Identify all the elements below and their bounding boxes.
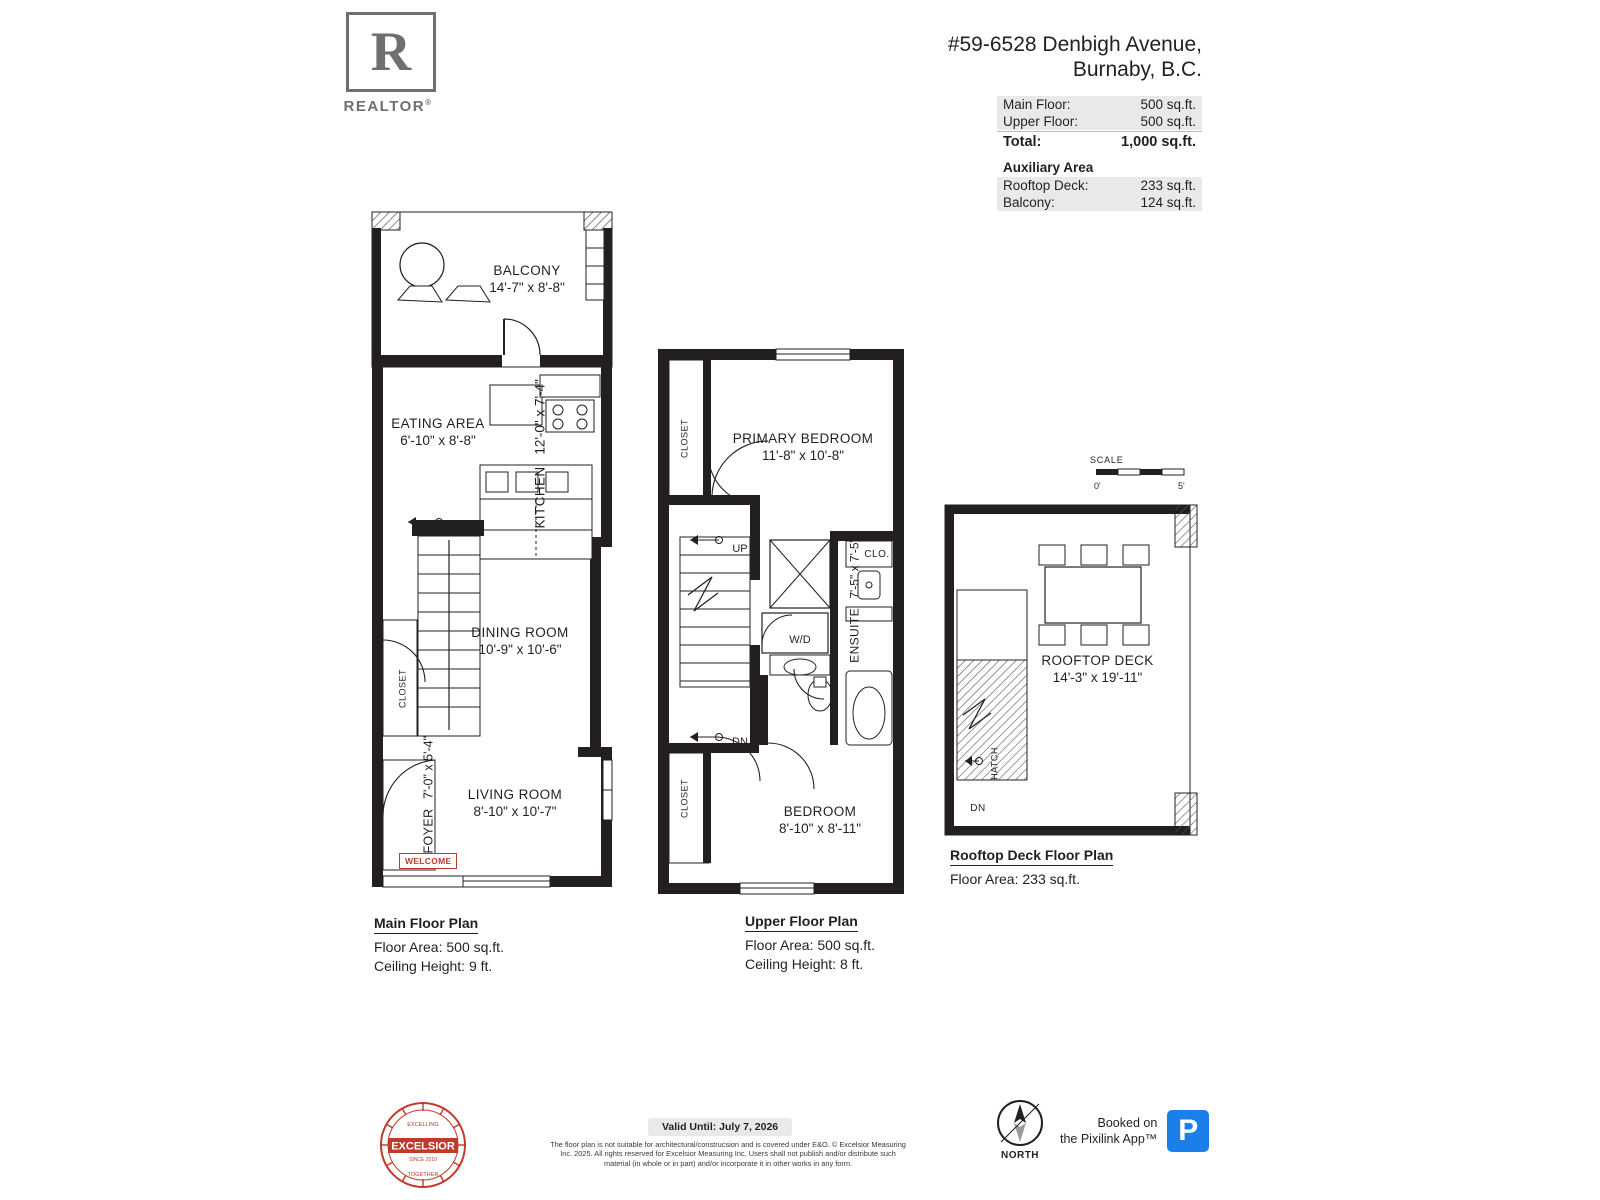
pixilink-text: Booked on the Pixilink App™: [1060, 1116, 1158, 1146]
scale-min: 0': [1094, 481, 1101, 491]
label-up-main: UP: [456, 523, 474, 535]
label-closet-upper-bottom: CLOSET: [679, 779, 690, 819]
north-label: NORTH: [1000, 1150, 1040, 1161]
label-closet-main: CLOSET: [397, 669, 408, 709]
room-bedroom: BEDROOM 8'-10" x 8'-11": [778, 804, 862, 836]
north-arrow-icon: [995, 1098, 1045, 1148]
svg-text:EXCELSIOR: EXCELSIOR: [391, 1140, 455, 1153]
room-living: LIVING ROOM 8'-10" x 10'-7": [467, 787, 563, 819]
welcome-mat: WELCOME: [399, 853, 457, 869]
summary-row-upper-floor: Upper Floor: 500 sq.ft.: [997, 113, 1202, 130]
realtor-logo-mark: R: [346, 12, 436, 92]
room-foyer: FOYER 7'-0" x 5'-4": [421, 735, 436, 854]
label-closet-upper-top: CLOSET: [679, 419, 690, 459]
summary-row-main-floor: Main Floor: 500 sq.ft.: [997, 96, 1202, 113]
svg-text:EXCELLING: EXCELLING: [407, 1122, 439, 1128]
realtor-logo-word: REALTOR®: [343, 98, 433, 115]
rooftop-deck-caption: Rooftop Deck Floor Plan Floor Area: 233 sq.ft.: [950, 847, 1114, 887]
address-line-1: #59-6528 Denbigh Avenue,: [947, 33, 1202, 56]
valid-until-badge: Valid Until: July 7, 2026: [648, 1118, 792, 1136]
label-clo: CLO.: [864, 549, 890, 560]
label-hatch: HATCH: [989, 747, 1000, 780]
svg-text:SINCE 2010: SINCE 2010: [409, 1157, 437, 1163]
room-kitchen: KITCHEN 12'-0" x 7'-4": [532, 379, 548, 529]
scale-max: 5': [1178, 481, 1185, 491]
property-address: [782, 32, 1202, 82]
svg-text:TOGETHER: TOGETHER: [407, 1172, 439, 1178]
disclaimer-text: The floor plan is not suitable for architectural/construcsion and is covered under E&O. © Excelsior Measuring Inc. 2025. All rights reserved for Excelsior Measuring Inc. Users shall not publish and/or distribute such material (in whole or in part) and/or incorporate it in other works in any form.: [550, 1140, 906, 1168]
label-dn-rooftop: DN: [970, 803, 986, 814]
pixilink-logo-icon: P: [1167, 1110, 1209, 1152]
north-indicator: [990, 1098, 1050, 1161]
address-line-2: Burnaby, B.C.: [1072, 58, 1202, 81]
room-primary-bedroom: PRIMARY BEDROOM 11'-8" x 10'-8": [732, 431, 874, 463]
label-dn-upper: DN: [732, 736, 748, 748]
upper-floor-caption: Upper Floor Plan Floor Area: 500 sq.ft. Ceiling Height: 8 ft.: [745, 913, 875, 972]
area-summary: [997, 96, 1202, 211]
main-floor-caption: Main Floor Plan Floor Area: 500 sq.ft. Ceiling Height: 9 ft.: [374, 915, 504, 974]
room-eating-area: EATING AREA 6'-10" x 8'-8": [391, 416, 485, 448]
room-dining: DINING ROOM 10'-9" x 10'-6": [471, 625, 569, 657]
room-rooftop-deck: ROOFTOP DECK 14'-3" x 19'-11": [1041, 653, 1154, 685]
excelsior-seal-graphic: [378, 1100, 468, 1190]
room-balcony: BALCONY 14'-7" x 8'-8": [489, 263, 565, 295]
label-washer-dryer: W/D: [789, 634, 811, 646]
realtor-logo: [340, 12, 440, 122]
room-ensuite: ENSUITE 7'-5" x 7'-5": [847, 538, 862, 663]
pixilink-badge[interactable]: [1060, 1110, 1209, 1152]
auxiliary-area-title: Auxiliary Area: [1003, 160, 1094, 175]
summary-row-rooftop-deck: Rooftop Deck: 233 sq.ft.: [997, 177, 1202, 194]
summary-row-total: Total: 1,000 sq.ft.: [997, 131, 1202, 151]
summary-row-balcony: Balcony: 124 sq.ft.: [997, 194, 1202, 211]
excelsior-seal: [378, 1100, 468, 1190]
scale-graphic: [1090, 465, 1190, 487]
scale-label: SCALE: [1090, 455, 1124, 465]
label-up-upper: UP: [732, 543, 748, 555]
scale-bar: [1090, 455, 1190, 491]
